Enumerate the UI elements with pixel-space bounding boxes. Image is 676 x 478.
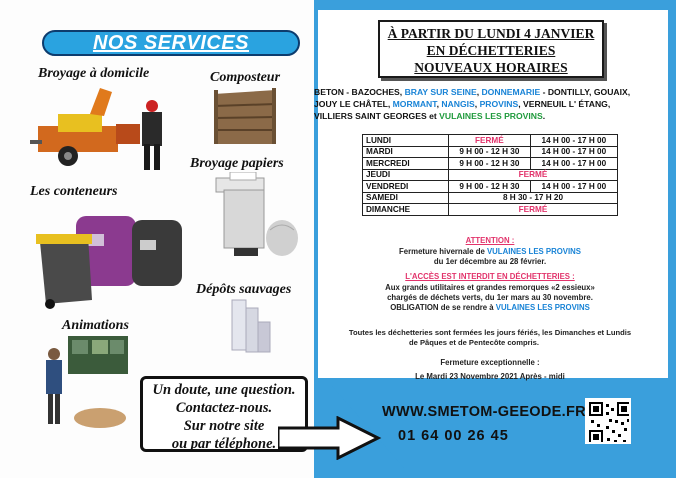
town-mormant: MORMANT (392, 99, 437, 109)
obligation-label: OBLIGATION (390, 303, 439, 312)
am-cell: 9 H 00 - 12 H 30 (449, 158, 531, 170)
header-line-3: NOUVEAUX HORAIRES (414, 60, 568, 75)
nos-services-title: NOS SERVICES (42, 30, 300, 56)
website-link[interactable]: WWW.SMETOM-GEEODE.FR (382, 404, 586, 420)
am-cell: 9 H 00 - 12 H 30 (449, 181, 531, 193)
header-line-1: À PARTIR DU LUNDI 4 JANVIER (387, 26, 595, 41)
town-vulaines: VULAINES LES PROVINS (439, 111, 543, 121)
arrow-right-icon (278, 416, 382, 460)
holiday-closure-1: Toutes les déchetteries sont fermées les jours fériés, les Dimanches et Lundis (348, 328, 632, 337)
exceptional-date: Le Mardi 23 Novembre 2021 Après - midi (415, 372, 565, 381)
access-title (316, 272, 664, 282)
pm-cell: 14 H 00 - 17 H 00 (530, 181, 617, 193)
service-label-conteneurs: Les conteneurs (30, 184, 118, 199)
day-cell: MERCREDI (363, 158, 449, 170)
callout-line-3: Sur notre site (183, 418, 265, 434)
day-cell: VENDREDI (363, 181, 449, 193)
day-cell: SAMEDI (363, 192, 449, 204)
winter-text: Fermeture hivernale de (399, 247, 487, 256)
fullday-cell: FERMÉ (449, 204, 618, 216)
schedule-header (378, 20, 604, 78)
fullday-cell: 8 H 30 - 17 H 20 (449, 192, 618, 204)
day-cell: MARDI (363, 146, 449, 158)
wood-chipper-icon (30, 84, 170, 176)
table-row (363, 181, 618, 193)
holiday-closure-2: de Pâques et de Pentecôte compris. (409, 338, 539, 347)
obligation-town: VULAINES LES PROVINS (495, 303, 590, 312)
pm-cell: 14 H 00 - 17 H 00 (530, 158, 617, 170)
obligation-line (316, 303, 664, 313)
presentation-icon (40, 332, 132, 432)
access-line-2: chargés de déchets verts, du 1er mars au 30 novembre. (387, 293, 593, 302)
service-label-broyage-papiers: Broyage papiers (190, 156, 284, 171)
town-bray: BRAY SUR SEINE (404, 87, 477, 97)
town-provins: PROVINS (479, 99, 519, 109)
winter-closure (316, 247, 664, 257)
pm-cell: 14 H 00 - 17 H 00 (530, 135, 617, 147)
table-row (363, 135, 618, 147)
attention-title (316, 236, 664, 246)
callout-line-1: Un doute, une question. (152, 382, 296, 398)
town-text: BETON - BAZOCHES, (314, 87, 405, 97)
day-cell: JEUDI (363, 169, 449, 181)
table-row (363, 169, 618, 181)
towns-list (314, 86, 658, 122)
dumping-icon (226, 296, 276, 354)
service-label-depots-sauvages: Dépôts sauvages (196, 282, 292, 297)
fullday-cell: FERMÉ (449, 169, 618, 181)
phone-number[interactable]: 01 64 00 26 45 (398, 428, 509, 444)
am-cell: 9 H 00 - 12 H 30 (449, 146, 531, 158)
day-cell: DIMANCHE (363, 204, 449, 216)
header-line-2: EN DÉCHETTERIES (426, 43, 556, 58)
service-label-animations: Animations (62, 318, 129, 333)
opening-hours-table (362, 134, 618, 216)
compost-bin-icon (214, 88, 276, 146)
callout-line-2: Contactez-nous. (175, 400, 273, 416)
service-label-broyage-domicile: Broyage à domicile (38, 66, 150, 81)
table-row (363, 204, 618, 216)
callout-line-4: ou par téléphone. (171, 436, 277, 452)
towns-line-3 (314, 110, 658, 122)
am-cell: FERMÉ (449, 135, 531, 147)
qr-code-icon (585, 398, 631, 444)
day-cell: LUNDI (363, 135, 449, 147)
access-label: L'ACCÈS EST INTERDIT EN DÉCHETTERIES : (405, 272, 575, 281)
town-sep: . (542, 111, 546, 121)
exceptional-title: Fermeture exceptionnelle : (440, 358, 540, 367)
paper-shredder-icon (210, 172, 302, 264)
town-text: , VERNEUIL L' ÉTANG, (518, 99, 611, 109)
bins-icon (36, 200, 188, 310)
town-text: JOUY LE CHÂTEL, (314, 99, 393, 109)
table-row (363, 192, 618, 204)
town-text: VILLIERS SAINT GEORGES (314, 111, 427, 121)
town-nangis: NANGIS (441, 99, 475, 109)
obligation-text: de se rendre à (438, 303, 496, 312)
town-sep: , (474, 99, 480, 109)
pm-cell: 14 H 00 - 17 H 00 (530, 146, 617, 158)
town-donnemarie: DONNEMARIE (481, 87, 541, 97)
access-line-1: Aux grands utilitaires et grandes remorques «2 essieux» (385, 283, 595, 292)
town-text: - DONTILLY, GOUAIX, (540, 87, 631, 97)
towns-line-1 (314, 86, 658, 98)
towns-line-2 (314, 98, 658, 110)
town-sep: , (476, 87, 482, 97)
attention-label: ATTENTION : (465, 236, 515, 245)
table-row (363, 146, 618, 158)
town-sep: , (436, 99, 442, 109)
winter-town: VULAINES LES PROVINS (486, 247, 581, 256)
town-sep: et (426, 111, 440, 121)
service-label-composteur: Composteur (210, 70, 281, 85)
table-row (363, 158, 618, 170)
winter-dates: du 1er décembre au 28 février. (433, 257, 547, 266)
